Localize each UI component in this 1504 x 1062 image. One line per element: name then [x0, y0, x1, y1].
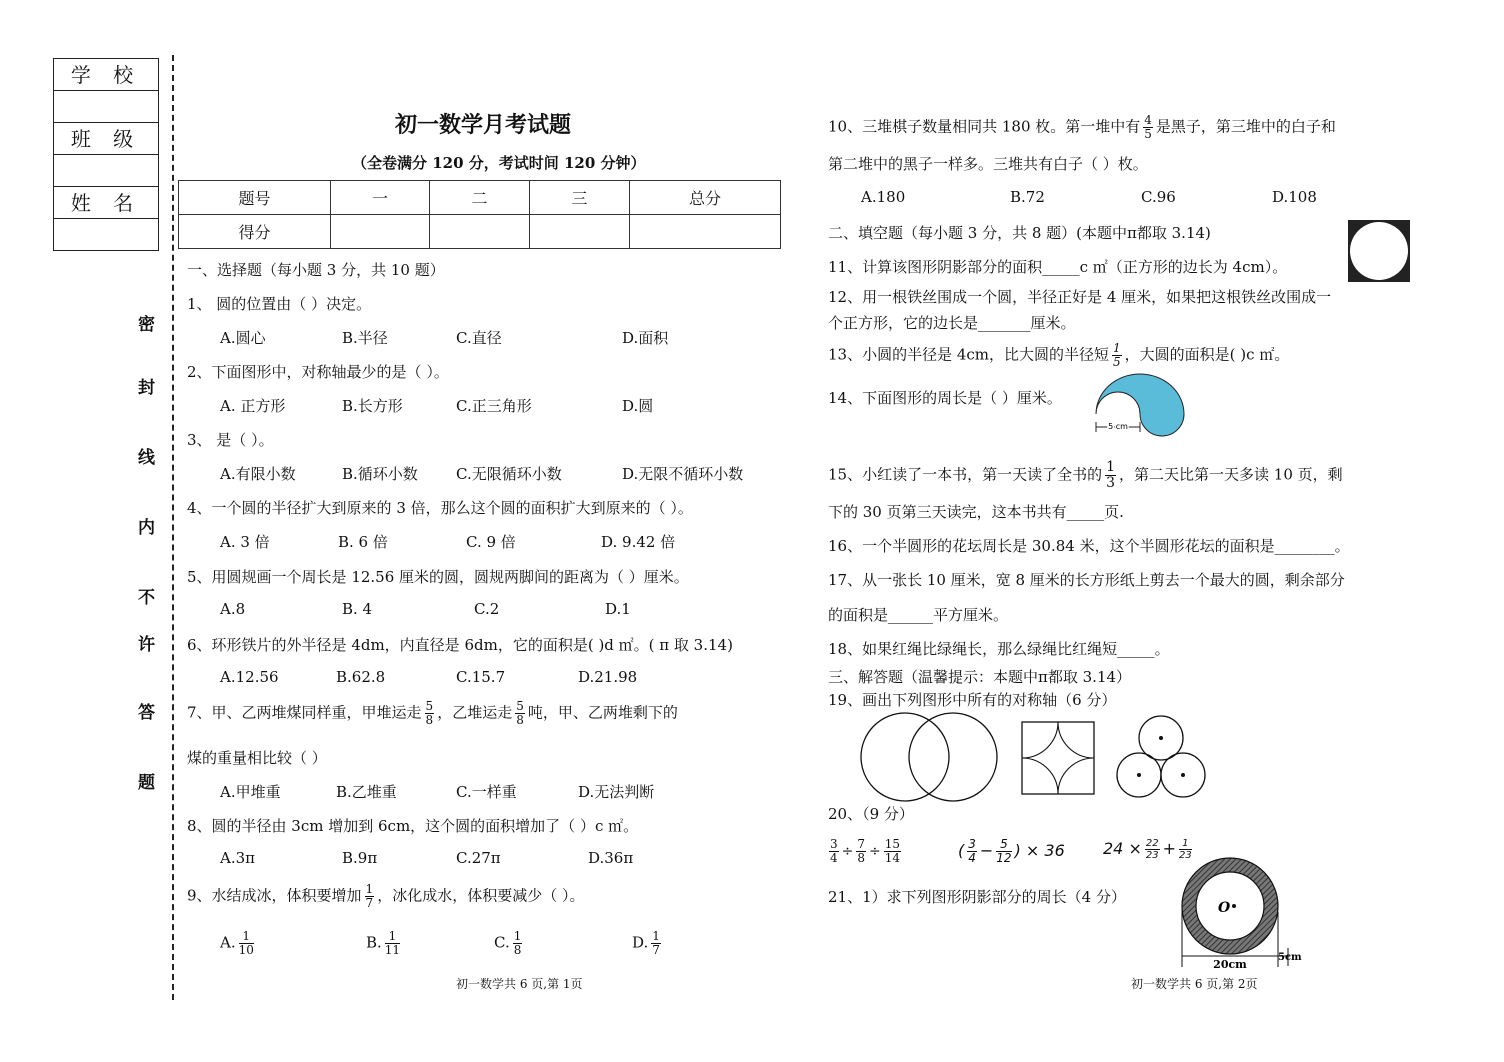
seal-char: 题	[138, 773, 155, 793]
question-stem	[828, 114, 1336, 141]
q9-text: 9、水结成冰，体积要增加	[187, 886, 362, 905]
section-title: 三、解答题（温馨提示：本题中π都取 3.14）	[828, 668, 1132, 686]
fraction	[239, 930, 254, 957]
numerator: 1	[1106, 459, 1116, 475]
denominator: 4	[830, 851, 838, 865]
option[interactable]: C.无限循环小数	[456, 465, 562, 483]
seal-char: 答	[138, 703, 155, 723]
option[interactable]: B.乙堆重	[336, 783, 397, 801]
fraction	[1105, 460, 1116, 491]
score-cell[interactable]	[430, 215, 530, 249]
score-cell[interactable]	[530, 215, 630, 249]
circle-center	[1137, 773, 1141, 777]
fraction	[1145, 838, 1160, 861]
option[interactable]: D.无法判断	[578, 783, 655, 801]
paren: (	[958, 841, 965, 860]
option[interactable]: B.62.8	[336, 668, 386, 686]
score-header: 总分	[630, 181, 781, 215]
expr-tail: ) × 36	[1014, 841, 1065, 860]
q7-text: 吨，甲、乙两堆剩下的	[527, 703, 678, 722]
question-stem	[187, 883, 584, 910]
overlap-circle-left	[861, 713, 949, 801]
section-title: 一、选择题（每小题 3 分，共 10 题）	[187, 261, 445, 279]
denominator: 7	[652, 943, 660, 957]
numerator: 5	[425, 699, 434, 713]
option[interactable]: C.96	[1141, 188, 1176, 206]
seal-char: 内	[138, 518, 155, 538]
fraction	[425, 700, 435, 727]
question-stem: 19、画出下列图形中所有的对称轴（6 分）	[828, 691, 1117, 709]
semicircle-figure	[1092, 372, 1188, 438]
option[interactable]: C.2	[474, 600, 500, 618]
option[interactable]	[494, 930, 525, 957]
option[interactable]: A. 3 倍	[220, 533, 270, 551]
school-label: 学 校	[54, 59, 158, 91]
concave-arcs	[1022, 722, 1094, 794]
question-stem: 下的 30 页第三天读完，这本书共有_____页.	[828, 503, 1124, 521]
option-label: B.	[366, 933, 382, 952]
score-table	[178, 180, 781, 249]
denominator: 4	[968, 851, 976, 865]
numerator: 1	[385, 930, 400, 944]
numerator: 1	[1179, 838, 1192, 850]
question-stem: 8、圆的半径由 3cm 增加到 6cm，这个圆的面积增加了（ ）c ㎡。	[187, 817, 639, 835]
question-stem	[828, 460, 1343, 491]
score-header: 三	[530, 181, 630, 215]
option[interactable]	[632, 930, 664, 957]
option[interactable]: C.正三角形	[456, 397, 532, 415]
math-expression-1	[826, 838, 904, 865]
option[interactable]: A. 正方形	[220, 397, 286, 415]
denominator: 3	[1106, 475, 1116, 491]
page-footer-left: 初一数学共 6 页,第 1页	[456, 977, 583, 991]
score-header: 题号	[179, 181, 331, 215]
option[interactable]: C.27π	[456, 849, 501, 867]
option[interactable]: D.108	[1272, 188, 1317, 206]
score-row-label: 得分	[179, 215, 331, 249]
expr-lead: 24 ×	[1103, 839, 1142, 858]
question-stem: 第二堆中的黑子一样多。三堆共有白子（ ）枚。	[828, 155, 1148, 173]
operator: ÷	[841, 843, 854, 860]
q15-text: 15、小红读了一本书，第一天读了全书的	[828, 465, 1103, 484]
question-stem: 2、下面图形中，对称轴最少的是（ ）。	[187, 363, 449, 381]
school-field[interactable]	[54, 91, 158, 123]
name-label: 姓 名	[54, 187, 158, 219]
circle-center	[1181, 773, 1185, 777]
question-stem: 17、从一张长 10 厘米，宽 8 厘米的长方形纸上剪去一个最大的圆，剩余部分	[828, 571, 1345, 589]
option[interactable]: B.72	[1010, 188, 1045, 206]
option-label: D.	[632, 933, 649, 952]
option[interactable]: B. 6 倍	[338, 533, 388, 551]
center-label: O	[1218, 900, 1231, 916]
symmetry-figures	[855, 715, 1235, 800]
diameter-label: 20cm	[1213, 958, 1247, 971]
option[interactable]: D.21.98	[578, 668, 638, 686]
fraction	[996, 838, 1011, 865]
numerator: 15	[884, 837, 901, 851]
numerator: 3	[968, 837, 976, 851]
fraction	[1112, 342, 1122, 369]
page-subtitle: （全卷满分 120 分，考试时间 120 分钟）	[352, 154, 646, 172]
fraction	[856, 838, 866, 865]
circle-center	[1159, 736, 1163, 740]
q13-text: 13、小圆的半径是 4cm，比大圆的半径短	[828, 345, 1110, 364]
fraction	[829, 838, 839, 865]
overlap-circle-right	[909, 713, 997, 801]
option[interactable]	[220, 930, 257, 957]
denominator: 8	[857, 851, 866, 865]
section-title: 二、填空题（每小题 3 分，共 8 题）(本题中π都取 3.14)	[828, 224, 1211, 242]
q13-text: ，大圆的面积是( )c ㎡。	[1124, 345, 1290, 364]
fraction	[515, 700, 525, 727]
question-stem: 的面积是______平方厘米。	[828, 606, 1009, 624]
fraction	[1143, 114, 1153, 141]
option[interactable]: B.长方形	[342, 397, 403, 415]
operator: +	[1162, 839, 1176, 858]
denominator: 7	[365, 896, 374, 910]
seal-char: 许	[138, 635, 155, 655]
question-stem: 3、 是（ ）。	[187, 431, 274, 449]
student-info-box	[53, 58, 159, 251]
numerator: 1	[513, 929, 522, 943]
denominator: 8	[425, 713, 434, 727]
option[interactable]: C. 9 倍	[466, 533, 516, 551]
option[interactable]: A.12.56	[220, 668, 279, 686]
class-field[interactable]	[54, 155, 158, 187]
score-cell[interactable]	[630, 215, 781, 249]
question-stem: 6、环形铁片的外半径是 4dm，内直径是 6dm，它的面积是( )d ㎡。( π 取 3.14)	[187, 636, 733, 654]
numerator: 1	[652, 929, 660, 943]
fraction	[385, 930, 400, 957]
square-circle-figure	[1348, 220, 1410, 282]
square-arcs-figure	[1022, 722, 1094, 794]
center-point	[1232, 904, 1236, 908]
option[interactable]	[366, 930, 403, 957]
seal-char: 线	[138, 448, 155, 468]
class-label: 班 级	[54, 123, 158, 155]
fraction	[884, 838, 901, 865]
option[interactable]: D.1	[605, 600, 631, 618]
page-footer-right: 初一数学共 6 页,第 2页	[1131, 977, 1258, 991]
width-label: 5cm	[1278, 952, 1302, 963]
denominator: 23	[1179, 850, 1192, 861]
denominator: 23	[1145, 850, 1159, 861]
seal-char: 封	[138, 378, 155, 398]
q10-text: 10、三堆棋子数量相同共 180 枚。第一堆中有	[828, 117, 1141, 136]
numerator: 22	[1145, 838, 1159, 849]
option[interactable]: B.半径	[342, 329, 388, 347]
ring-figure	[1180, 852, 1302, 974]
question-stem: 21、1）求下列图形阴影部分的周长（4 分）	[828, 888, 1126, 906]
numerator: 5	[996, 838, 1011, 852]
denominator: 10	[238, 943, 254, 957]
denominator: 12	[996, 851, 1012, 865]
question-stem: 11、计算该图形阴影部分的面积_____c ㎡（正方形的边长为 4cm）。	[828, 258, 1288, 276]
question-stem: 18、如果红绳比绿绳长，那么绿绳比红绳短_____。	[828, 640, 1170, 658]
option[interactable]: D. 9.42 倍	[601, 533, 676, 551]
option[interactable]: D.面积	[622, 329, 669, 347]
option[interactable]: A.180	[861, 188, 906, 206]
option-label: C.	[494, 933, 510, 952]
figure-circle	[1350, 222, 1408, 280]
question-stem: 14、下面图形的周长是（ ）厘米。	[828, 389, 1062, 407]
option[interactable]: D.无限不循环小数	[622, 465, 744, 483]
operator: ÷	[869, 843, 881, 860]
fraction	[513, 930, 523, 957]
denominator: 8	[513, 943, 522, 957]
denominator: 8	[516, 713, 524, 727]
numerator: 5	[516, 699, 524, 713]
numerator: 3	[830, 837, 838, 851]
fraction	[651, 930, 661, 957]
seal-char: 密	[138, 315, 155, 335]
dim-label: 5 cm	[1108, 422, 1128, 431]
numerator: 4	[1144, 113, 1152, 127]
numerator: 7	[857, 837, 866, 851]
numerator: 1	[239, 930, 254, 944]
fraction	[967, 838, 977, 865]
denominator: 14	[884, 851, 901, 865]
option[interactable]: A.有限小数	[220, 465, 296, 483]
q7-text: 7、甲、乙两堆煤同样重，甲堆运走	[187, 703, 422, 722]
score-header: 一	[331, 181, 430, 215]
option[interactable]: A.甲堆重	[220, 783, 281, 801]
question-stem: 16、一个半圆形的花坛周长是 30.84 米，这个半圆形花坛的面积是________。	[828, 537, 1350, 555]
denominator: 5	[1144, 127, 1152, 141]
question-stem	[828, 342, 1289, 369]
name-field[interactable]	[54, 219, 158, 251]
math-expression-2	[958, 838, 1065, 865]
option[interactable]: A.圆心	[220, 329, 266, 347]
question-stem: 12、用一根铁丝围成一个圆，半径正好是 4 厘米，如果把这根铁丝改围成一	[828, 288, 1332, 306]
fraction	[365, 883, 375, 910]
q10-text: 是黑子，第三堆中的白子和	[1155, 117, 1336, 136]
seal-char: 不	[138, 588, 155, 608]
score-cell[interactable]	[331, 215, 430, 249]
numerator: 1	[1113, 341, 1121, 355]
option[interactable]: A.8	[220, 600, 246, 618]
denominator: 5	[1113, 355, 1121, 369]
option[interactable]: C.15.7	[456, 668, 506, 686]
question-stem: 4、一个圆的半径扩大到原来的 3 倍，那么这个圆的面积扩大到原来的（ ）。	[187, 499, 693, 517]
denominator: 11	[384, 943, 401, 957]
option[interactable]: B. 4	[342, 600, 373, 618]
page-title: 初一数学月考试题	[395, 112, 572, 138]
operator: −	[979, 841, 994, 860]
seal-cut-line	[172, 55, 174, 1000]
q7-text: ，乙堆运走	[437, 703, 513, 722]
question-stem: 个正方形，它的边长是_______厘米。	[828, 314, 1076, 332]
question-stem: 煤的重量相比较（ ）	[187, 749, 327, 767]
option[interactable]: B.9π	[342, 849, 378, 867]
q9-text: ，冰化成水，体积要减少（ ）。	[377, 886, 585, 905]
option-label: A.	[220, 933, 236, 952]
question-stem: 5、用圆规画一个周长是 12.56 厘米的圆，圆规两脚间的距离为（ ）厘米。	[187, 568, 689, 586]
option[interactable]: D.圆	[622, 397, 654, 415]
question-stem: 1、 圆的位置由（ ）决定。	[187, 295, 372, 313]
option[interactable]: C.一样重	[456, 783, 517, 801]
question-stem	[187, 700, 678, 727]
numerator: 1	[365, 882, 374, 896]
score-header: 二	[430, 181, 530, 215]
option[interactable]: A.3π	[220, 849, 256, 867]
question-stem: 20、（9 分）	[828, 805, 914, 823]
option[interactable]: D.36π	[588, 849, 634, 867]
option[interactable]: B.循环小数	[342, 465, 418, 483]
option[interactable]: C.直径	[456, 329, 502, 347]
q15-text: ，第二天比第一天多读 10 页，剩	[1119, 465, 1343, 484]
